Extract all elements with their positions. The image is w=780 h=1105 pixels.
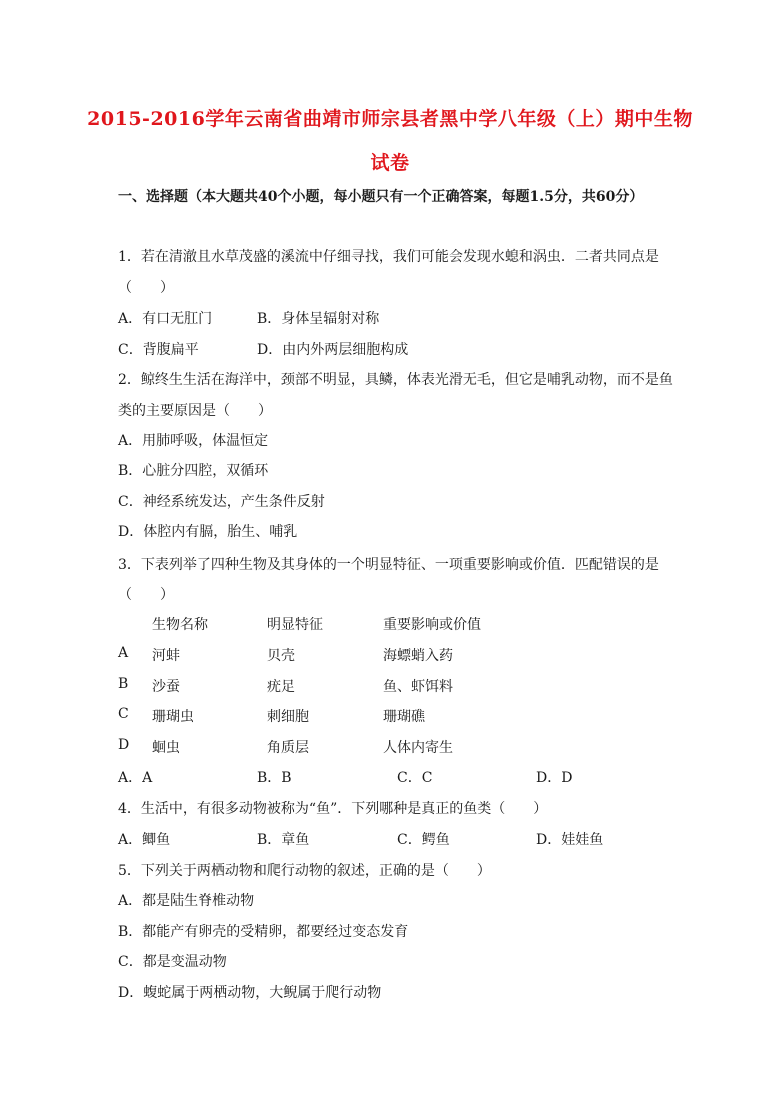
q4-option-b: B．章鱼 — [257, 832, 310, 848]
q3-stem: 3．下表列举了四种生物及其身体的一个明显特征、一项重要影响或价值．匹配错误的是 — [118, 557, 659, 573]
exam-title-line-1: 2015-2016学年云南省曲靖市师宗县者黑中学八年级（上）期中生物 — [87, 108, 693, 130]
table-cell-feature: 贝壳 — [267, 648, 295, 664]
table-cell-feature: 刺细胞 — [267, 709, 309, 725]
q5-option-a: A．都是陆生脊椎动物 — [118, 893, 255, 909]
q2-option-a: A．用肺呼吸，体温恒定 — [118, 433, 269, 449]
table-cell-organism: 沙蚕 — [152, 679, 180, 695]
table-cell-feature: 疣足 — [267, 679, 295, 695]
q5-option-c: C．都是变温动物 — [118, 954, 227, 970]
q1-stem: 1．若在清澈且水草茂盛的溪流中仔细寻找，我们可能会发现水螅和涡虫．二者共同点是 — [118, 249, 659, 265]
table-cell-organism: 珊瑚虫 — [152, 709, 194, 725]
q3-stem-blank: （ ） — [118, 587, 174, 603]
table-cell-organism: 蛔虫 — [152, 740, 180, 756]
table-cell-value: 人体内寄生 — [383, 740, 453, 756]
q3-option-a: A．A — [118, 770, 153, 786]
exam-title-line-2: 试卷 — [370, 152, 410, 174]
q2-stem: 2．鲸终生生活在海洋中，颈部不明显，具鳞，体表光滑无毛，但它是哺乳动物，而不是鱼 — [118, 372, 673, 388]
q2-option-d: D．体腔内有膈，胎生、哺乳 — [118, 524, 298, 540]
q1-option-c: C．背腹扁平 — [118, 342, 199, 358]
q4-option-a: A．鲫鱼 — [118, 832, 171, 848]
table-row-letter: A — [118, 645, 129, 661]
q1-option-a: A．有口无肛门 — [118, 311, 213, 327]
q1-stem-blank: （ ） — [118, 280, 174, 296]
table-cell-value: 海螵蛸入药 — [383, 648, 453, 664]
q2-option-c: C．神经系统发达，产生条件反射 — [118, 494, 325, 510]
q5-option-d: D．蝮蛇属于两栖动物，大鲵属于爬行动物 — [118, 985, 382, 1001]
q3-option-d: D．D — [536, 770, 573, 786]
q2-stem-continued: 类的主要原因是（ ） — [118, 403, 272, 419]
q5-option-b: B．都能产有卵壳的受精卵，都要经过变态发育 — [118, 924, 409, 940]
q1-option-b: B．身体呈辐射对称 — [257, 311, 380, 327]
table-cell-feature: 角质层 — [267, 740, 309, 756]
table-cell-value: 鱼、虾饵料 — [383, 679, 453, 695]
section-heading: 一、选择题（本大题共40个小题，每小题只有一个正确答案，每题1.5分，共60分） — [118, 189, 644, 205]
q2-option-b: B．心脏分四腔，双循环 — [118, 463, 269, 479]
table-row-letter: B — [118, 676, 129, 692]
table-header-feature: 明显特征 — [267, 617, 323, 633]
q5-stem: 5．下列关于两栖动物和爬行动物的叙述，正确的是（ ） — [118, 863, 491, 879]
table-row-letter: D — [118, 737, 130, 753]
q4-stem: 4．生活中，有很多动物被称为“鱼”．下列哪种是真正的鱼类（ ） — [118, 801, 548, 817]
table-header-name: 生物名称 — [152, 617, 208, 633]
table-cell-organism: 河蚌 — [152, 648, 180, 664]
table-header-value: 重要影响或价值 — [383, 617, 481, 633]
table-cell-value: 珊瑚礁 — [383, 709, 425, 725]
table-row-letter: C — [118, 706, 129, 722]
q4-option-c: C．鳄鱼 — [397, 832, 450, 848]
q3-option-b: B．B — [257, 770, 292, 786]
q3-option-c: C．C — [397, 770, 433, 786]
q4-option-d: D．娃娃鱼 — [536, 832, 604, 848]
q1-option-d: D．由内外两层细胞构成 — [257, 342, 409, 358]
